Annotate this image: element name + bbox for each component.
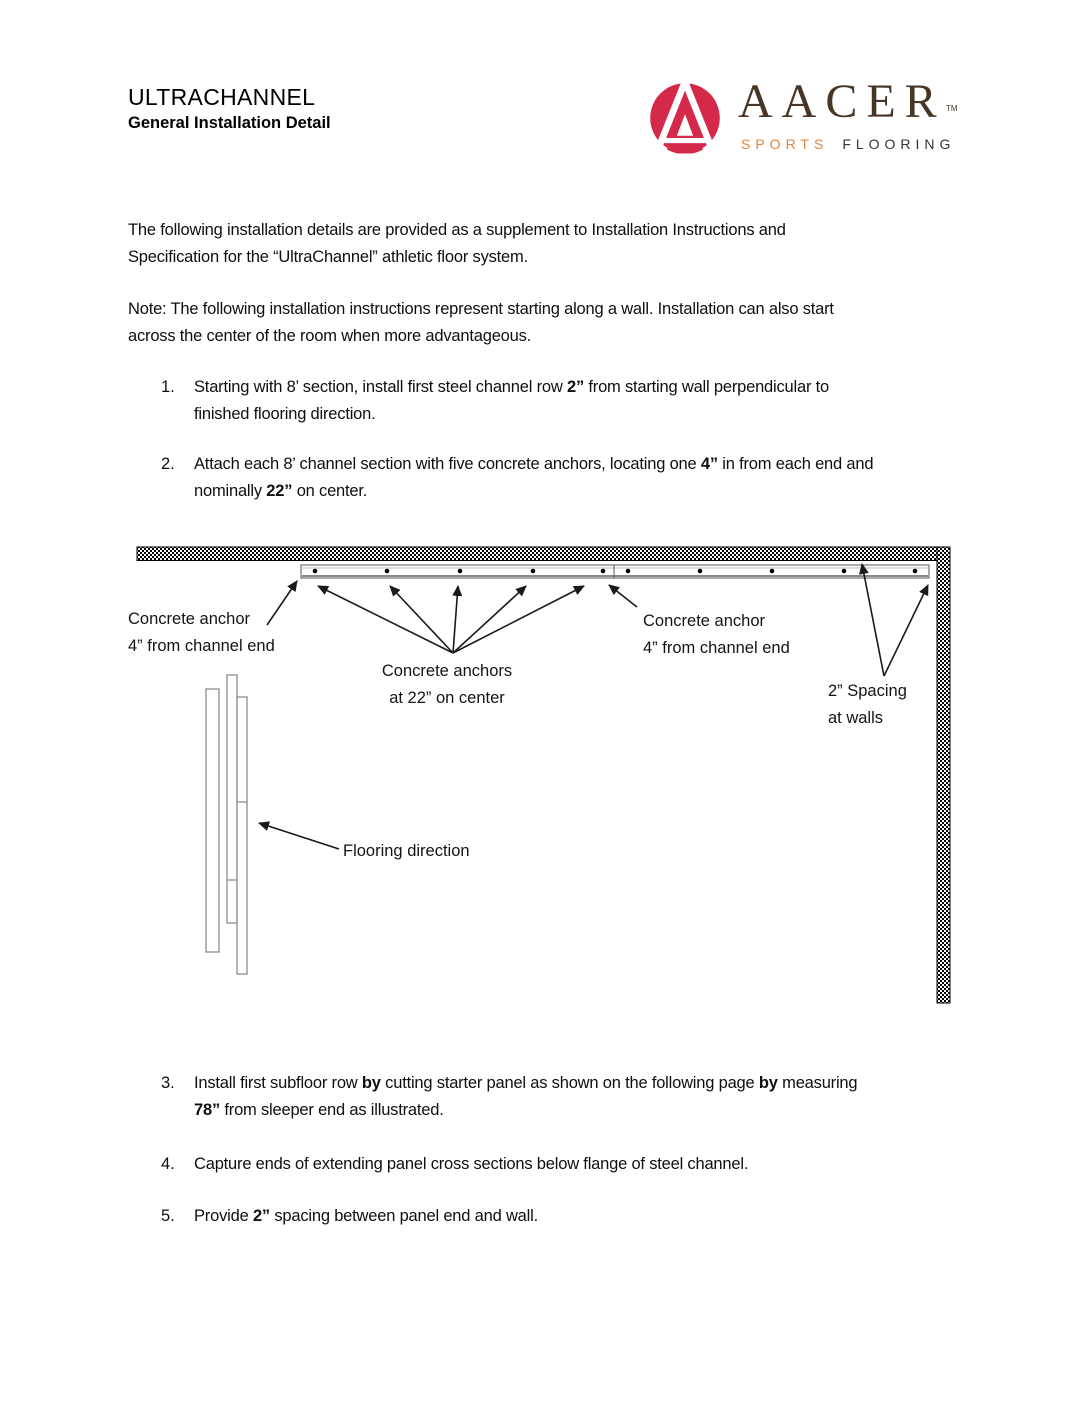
sleeper-panels <box>206 675 247 974</box>
step-text-line: Attach each 8’ channel section with five concrete anchors, locating one 4” in from each end and <box>194 455 874 473</box>
step-text-line: Starting with 8’ section, install first steel channel row 2” from starting wall perpendicular to <box>194 378 829 396</box>
arrow-fan-1 <box>318 586 453 653</box>
step-text-line: Provide 2” spacing between panel end and wall. <box>194 1207 538 1225</box>
note-line-1: Note: The following installation instructions represent starting along a wall. Installation can also start <box>128 300 834 318</box>
logo-trademark: TM <box>946 104 958 113</box>
arrow-fan-2 <box>390 586 453 653</box>
step-text-line: Capture ends of extending panel cross sections below flange of steel channel. <box>194 1155 749 1173</box>
label-concrete-anchor-right: Concrete anchor 4” from channel end <box>643 612 790 657</box>
step-number: 5. <box>161 1207 175 1225</box>
arrow-fan-5 <box>453 586 584 653</box>
intro-paragraph <box>128 217 786 271</box>
arrow-spacing-channel-end <box>884 585 928 676</box>
top-wall <box>137 547 948 561</box>
arrow-fan-3 <box>453 586 458 653</box>
arrow-spacing-wall <box>862 564 884 676</box>
step-number: 1. <box>161 378 175 396</box>
step-number: 4. <box>161 1155 175 1173</box>
steel-channel <box>301 565 929 578</box>
note-line-2: across the center of the room when more advantageous. <box>128 327 532 345</box>
step-text-line: finished flooring direction. <box>194 405 376 423</box>
aacer-logo-emblem-icon <box>648 80 722 156</box>
logo-tagline-sports: SPORTS <box>741 136 829 152</box>
label-concrete-anchor-left: Concrete anchor 4” from channel end <box>128 610 275 655</box>
arrow-flooring-direction <box>259 823 339 849</box>
step-text-line: nominally 22” on center. <box>194 482 368 500</box>
right-wall <box>937 547 950 1003</box>
logo-tagline-flooring: FLOORING <box>842 136 956 152</box>
step-number: 2. <box>161 455 175 473</box>
step-text-line: Install first subfloor row by cutting starter panel as shown on the following page by measuring <box>194 1074 858 1092</box>
note-paragraph <box>128 296 834 350</box>
step-number: 3. <box>161 1074 175 1092</box>
logo-tagline <box>741 136 955 152</box>
label-wall-spacing: 2” Spacing at walls <box>828 682 907 727</box>
intro-line-1: The following installation details are provided as a supplement to Installation Instructions and <box>128 221 786 239</box>
intro-line-2: Specification for the “UltraChannel” athletic floor system. <box>128 248 528 266</box>
arrow-anchor-right <box>609 585 637 607</box>
page-title: ULTRACHANNEL <box>128 84 316 110</box>
label-concrete-anchors-center: Concrete anchors at 22” on center <box>381 662 513 707</box>
arrow-fan-4 <box>453 586 526 653</box>
logo-brand-text: AACER <box>738 75 946 128</box>
step-text-line: 78” from sleeper end as illustrated. <box>194 1101 444 1119</box>
page-subtitle: General Installation Detail <box>128 114 331 132</box>
label-flooring-direction: Flooring direction <box>343 842 470 860</box>
